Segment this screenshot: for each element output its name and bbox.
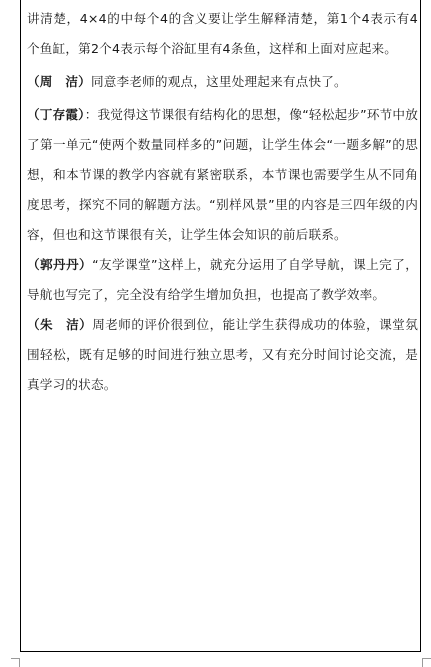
- paragraph-zhoujie: [27, 67, 418, 97]
- speaker-name: （周 洁）: [27, 74, 91, 89]
- paragraph-text: 周老师的评价很到位，能让学生获得成功的体验，课堂氛围轻松，既有足够的时间进行独立思考，又有充分时间讨论交流，是真学习的状态。: [27, 317, 419, 392]
- paragraph-guodandan: [27, 250, 418, 310]
- speaker-name: （郭丹丹）: [27, 257, 93, 272]
- paragraph-dingcunxia: [27, 100, 418, 250]
- speaker-name: （丁存霞）: [27, 107, 85, 122]
- speaker-name: （朱 洁）: [27, 317, 93, 332]
- crop-mark-bottom-right: [422, 658, 431, 667]
- document-body: [27, 4, 418, 400]
- paragraph-text: 讲清楚，4×4的中每个4的含义要让学生解释清楚，第1个4表示有4个鱼缸，第2个4表示每个浴缸里有4条鱼，这样和上面对应起来。: [27, 11, 418, 56]
- crop-mark-bottom-left: [11, 658, 20, 667]
- paragraph-intro: [27, 4, 418, 64]
- paragraph-text: ：我觉得这节课很有结构化的思想，像“轻松起步”环节中放了第一单元“使两个数量同样多的”问题，让学生体会“一题多解”的思想，和本节课的教学内容就有紧密联系，本节课也需要学生从不同角度思考，探究不同的解题方法。“别样风景”里的内容是三四年级的内容，但也和这节课很有关，让学生体会知识的前后联系。: [27, 107, 419, 242]
- paragraph-text: “友学课堂”这样上，就充分运用了自学导航，课上完了，导航也写完了，完全没有给学生增加负担，也提高了教学效率。: [27, 257, 419, 302]
- paragraph-zhujie: [27, 310, 418, 400]
- paragraph-text: 同意李老师的观点，这里处理起来有点快了。: [90, 74, 347, 89]
